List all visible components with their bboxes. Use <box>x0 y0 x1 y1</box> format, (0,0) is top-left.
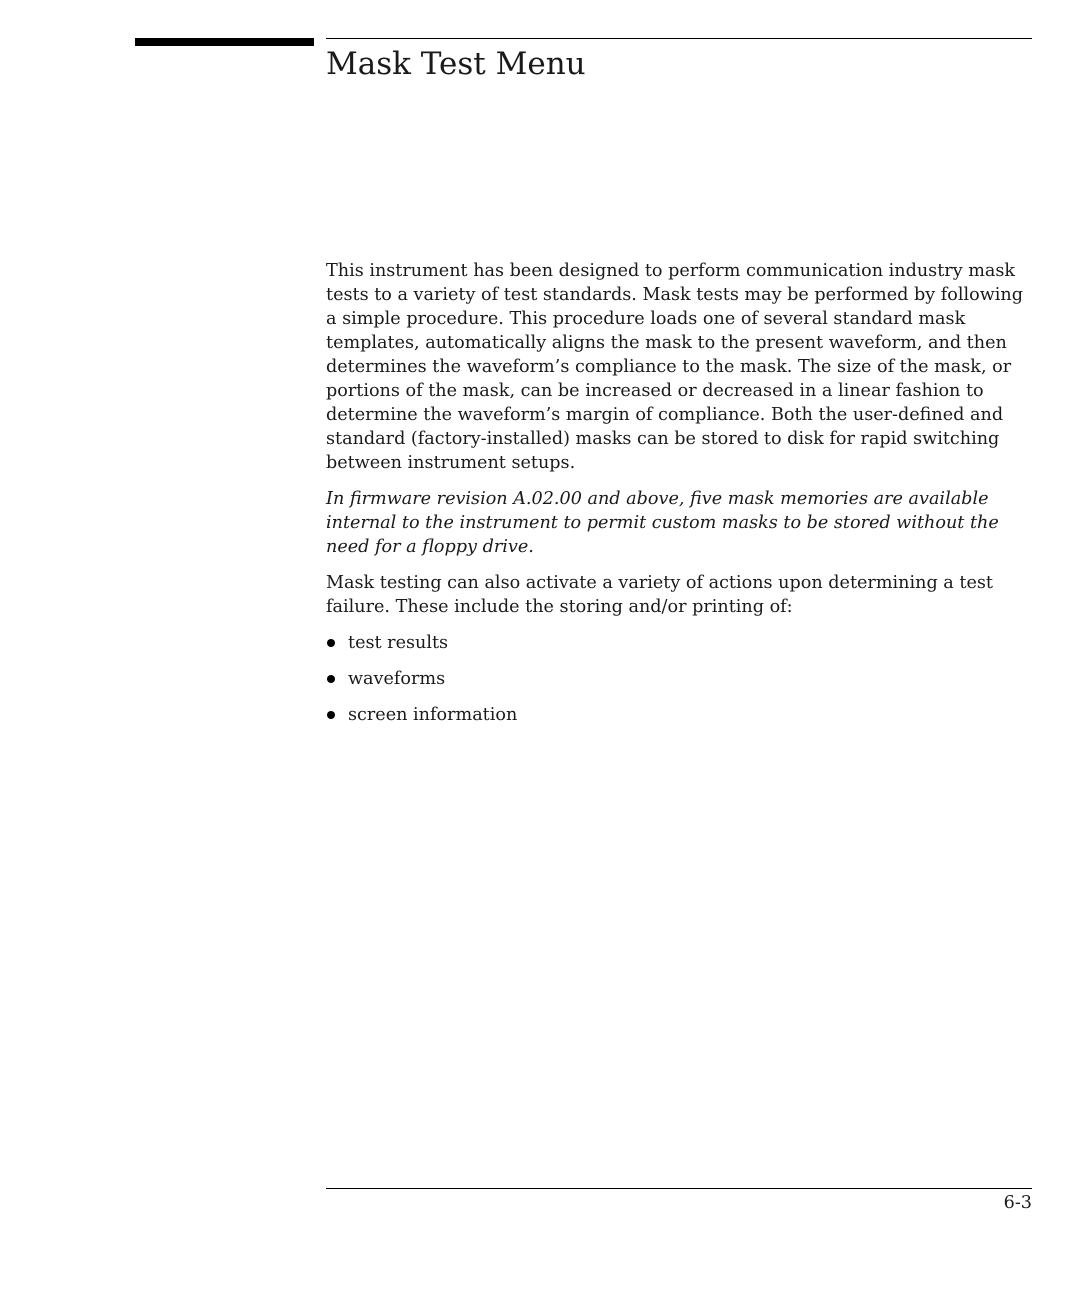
text-line: determines the waveform’s compliance to the mask. The size of the mask, or <box>326 357 1012 377</box>
text-line: failure. These include the storing and/or printing of: <box>326 597 793 617</box>
text-line: In firmware revision A.02.00 and above, five mask memories are available <box>326 489 989 509</box>
page-number: 6-3 <box>1003 1193 1032 1213</box>
list-item-text: screen information <box>348 705 518 725</box>
intro-paragraph <box>326 259 1038 475</box>
text-line: need for a floppy drive. <box>326 537 534 557</box>
list-item <box>326 667 1038 691</box>
page-title: Mask Test Menu <box>326 46 586 82</box>
list-item <box>326 631 1038 655</box>
text-line: portions of the mask, can be increased or decreased in a linear fashion to <box>326 381 984 401</box>
actions-bullet-list <box>326 631 1038 727</box>
text-line: This instrument has been designed to perform communication industry mask <box>326 261 1016 281</box>
text-line: a simple procedure. This procedure loads one of several standard mask <box>326 309 966 329</box>
actions-paragraph <box>326 571 1038 619</box>
footer-rule <box>326 1188 1032 1189</box>
list-item <box>326 703 1038 727</box>
bullet-icon <box>327 675 335 683</box>
bullet-icon <box>327 639 335 647</box>
list-item-text: test results <box>348 633 449 653</box>
body-text <box>326 259 1038 739</box>
text-line: internal to the instrument to permit custom masks to be stored without the <box>326 513 999 533</box>
text-line: standard (factory-installed) masks can be stored to disk for rapid switching <box>326 429 1000 449</box>
header-thick-rule <box>135 38 314 46</box>
list-item-text: waveforms <box>348 669 446 689</box>
text-line: tests to a variety of test standards. Mask tests may be performed by following <box>326 285 1023 305</box>
text-line: templates, automatically aligns the mask to the present waveform, and then <box>326 333 1007 353</box>
text-line: determine the waveform’s margin of compliance. Both the user-defined and <box>326 405 1004 425</box>
header-thin-rule <box>326 38 1032 39</box>
text-line: Mask testing can also activate a variety of actions upon determining a test <box>326 573 993 593</box>
firmware-note-paragraph <box>326 487 1038 559</box>
bullet-icon <box>327 711 335 719</box>
text-line: between instrument setups. <box>326 453 576 473</box>
